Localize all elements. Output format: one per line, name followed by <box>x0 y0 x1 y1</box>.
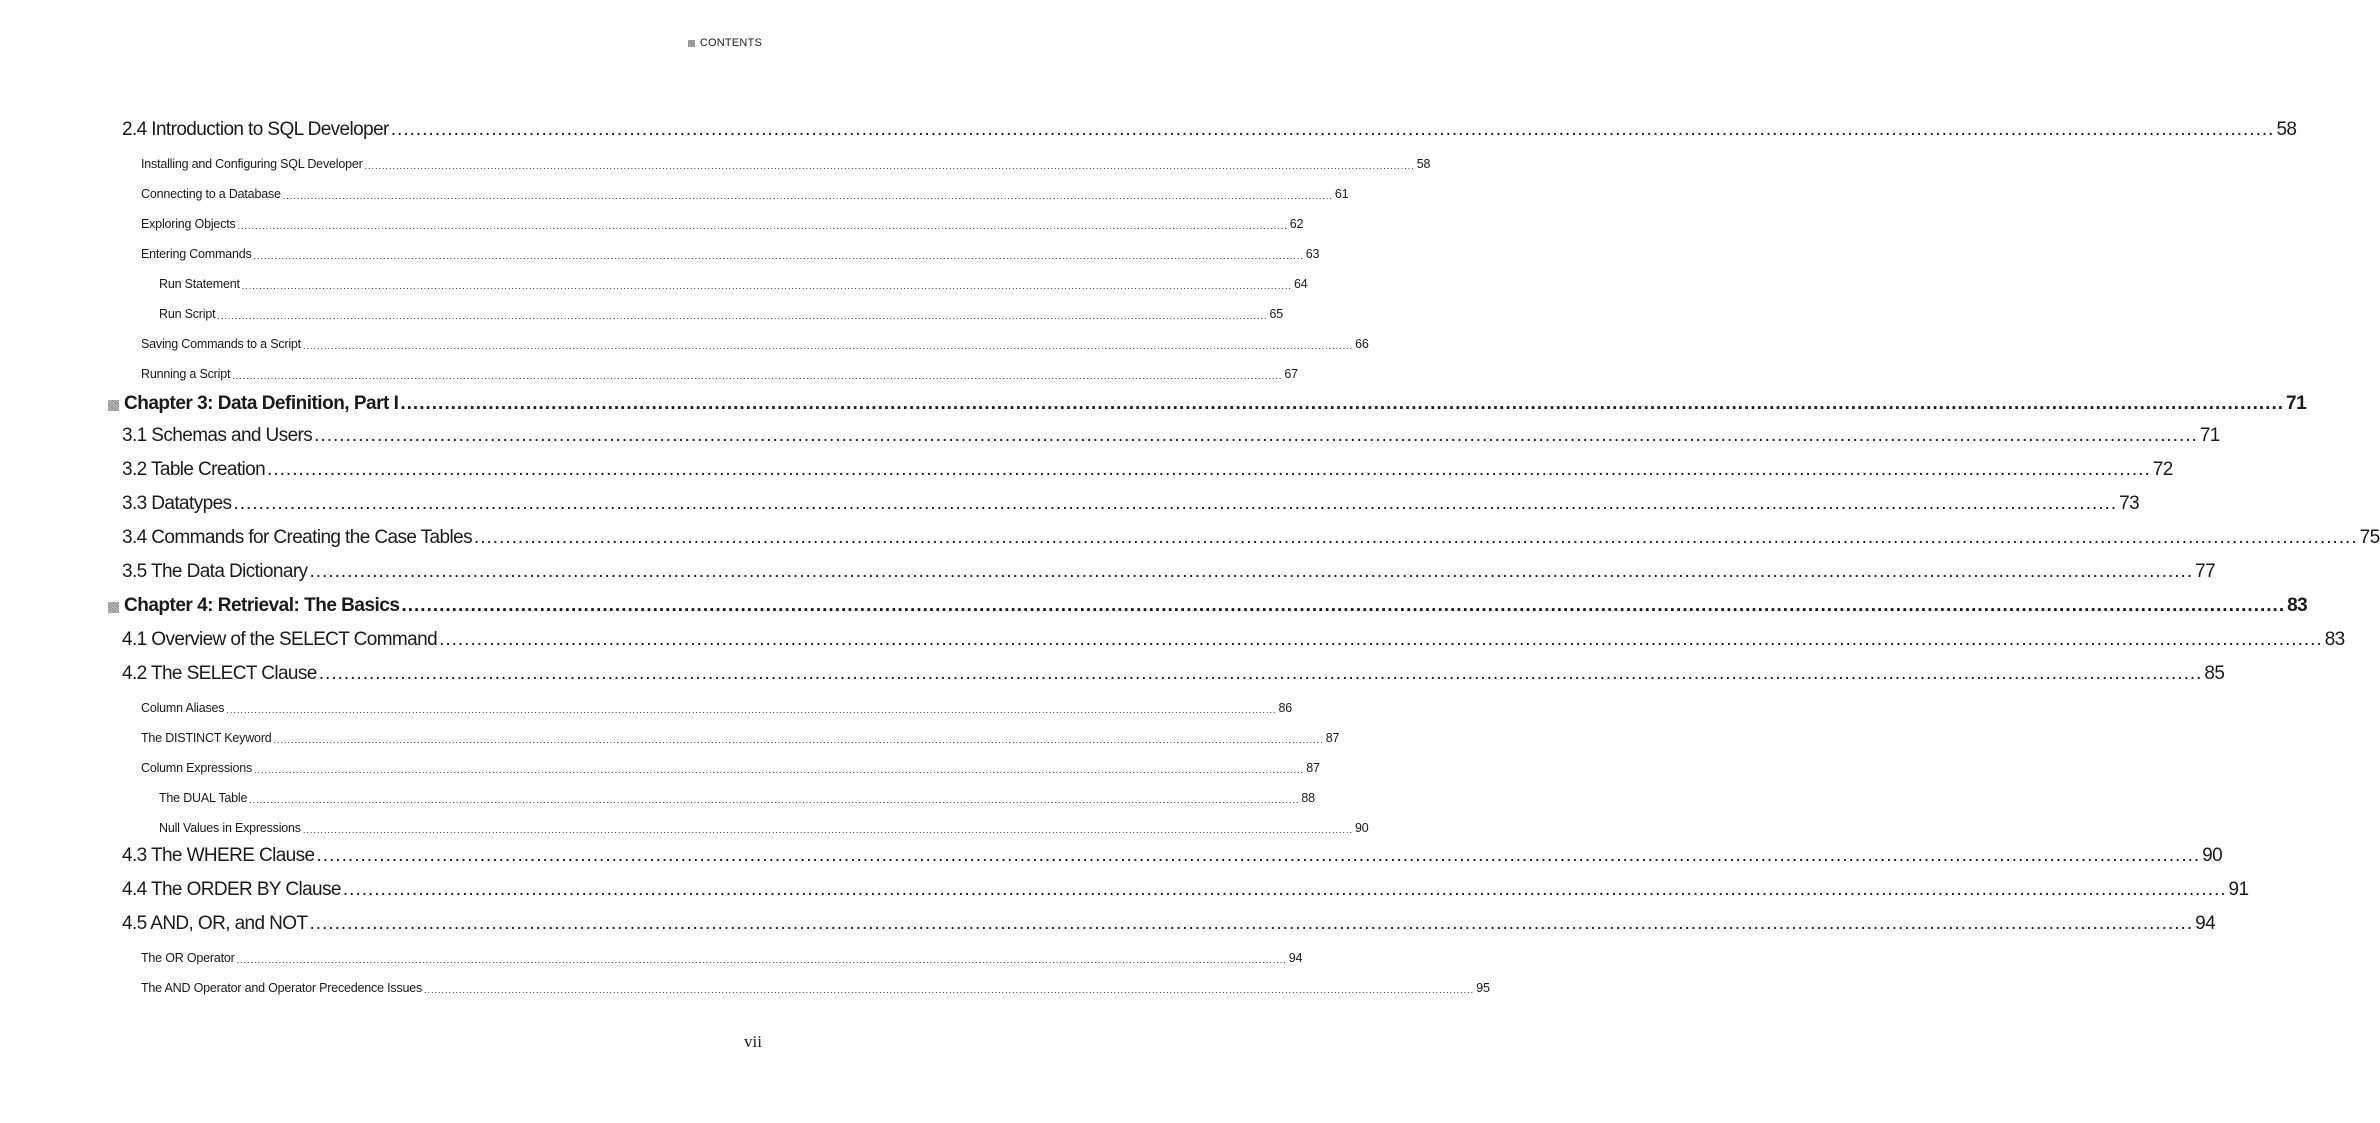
toc-entry-title: 3.4 Commands for Creating the Case Tables <box>122 527 472 548</box>
toc-entry[interactable] <box>122 913 2216 935</box>
toc-leader-dots: ............................................................................................................................................................................................................................................................................................................ <box>254 765 1305 775</box>
chapter-marker-icon <box>108 400 119 411</box>
toc-entry-page: 71 <box>2199 425 2220 446</box>
toc-entry[interactable] <box>122 119 2297 141</box>
toc-entry[interactable] <box>141 187 1349 201</box>
toc-entry-page: 94 <box>1288 951 1303 965</box>
toc-entry-page: 72 <box>2152 459 2173 480</box>
toc-entry-title: The DISTINCT Keyword <box>141 731 272 745</box>
toc-leader-dots: ............................................................................................................................................................................................................................................................................................................ <box>217 311 1268 321</box>
toc-entry-page: 65 <box>1269 307 1284 321</box>
toc-entry-page: 71 <box>2286 393 2307 414</box>
toc-entry-page: 62 <box>1289 217 1304 231</box>
toc-entry-title: Null Values in Expressions <box>159 821 301 835</box>
toc-leader-dots: ............................................................................................................................................................................................................................................................................................................ <box>342 879 2227 900</box>
toc-leader-dots: ............................................................................................................................................................................................................................................................................................................ <box>236 955 1287 965</box>
toc-leader-dots: ............................................................................................................................................................................................................................................................................................................ <box>316 845 2201 866</box>
toc-leader-dots: ............................................................................................................................................................................................................................................................................................................ <box>302 825 1354 835</box>
toc-entry[interactable] <box>141 337 1369 351</box>
toc-entry-title: Connecting to a Database <box>141 187 281 201</box>
toc-entry-page: 86 <box>1278 701 1293 715</box>
toc-entry[interactable] <box>159 791 1315 805</box>
toc-leader-dots: ............................................................................................................................................................................................................................................................................................................ <box>267 459 2151 480</box>
toc-entry[interactable] <box>122 493 2140 515</box>
toc-entry-page: 73 <box>2119 493 2140 514</box>
toc-leader-dots: ............................................................................................................................................................................................................................................................................................................ <box>249 795 1300 805</box>
toc-entry[interactable] <box>122 663 2225 685</box>
toc-entry-title: Chapter 3: Data Definition, Part I <box>124 393 399 414</box>
toc-entry-page: 63 <box>1305 247 1320 261</box>
toc-entry-title: 2.4 Introduction to SQL Developer <box>122 119 389 140</box>
toc-entry-title: 3.1 Schemas and Users <box>122 425 313 446</box>
toc-entry-page: 85 <box>2204 663 2225 684</box>
toc-entry-page: 95 <box>1476 981 1490 995</box>
toc-leader-dots: ............................................................................................................................................................................................................................................................................................................ <box>390 119 2275 140</box>
toc-entry-title: 4.4 The ORDER BY Clause <box>122 879 341 900</box>
toc-entry-page: 91 <box>2228 879 2249 900</box>
toc-entry[interactable] <box>122 459 2173 481</box>
toc-entry-page: 66 <box>1355 337 1369 351</box>
toc-entry[interactable] <box>122 629 2345 651</box>
toc-entry-page: 83 <box>2287 595 2308 616</box>
toc-entry[interactable] <box>159 307 1284 321</box>
toc-entry-title: 4.3 The WHERE Clause <box>122 845 315 866</box>
toc-entry-page: 88 <box>1301 791 1315 805</box>
toc-entry-page: 67 <box>1284 367 1298 381</box>
toc-entry-title: 3.3 Datatypes <box>122 493 232 514</box>
toc-chapter-entry[interactable] <box>108 595 2308 617</box>
toc-leader-dots: ............................................................................................................................................................................................................................................................................................................ <box>309 561 2194 582</box>
toc-entry-title: 3.5 The Data Dictionary <box>122 561 308 582</box>
header-label: CONTENTS <box>699 37 762 49</box>
toc-entry-title: 4.5 AND, OR, and NOT <box>122 913 308 934</box>
toc-entry-page: 90 <box>1355 821 1369 835</box>
toc-entry-page: 58 <box>1416 157 1431 171</box>
toc-entry[interactable] <box>122 425 2220 447</box>
toc-entry-page: 77 <box>2195 561 2216 582</box>
toc-leader-dots: ............................................................................................................................................................................................................................................................................................................ <box>237 221 1288 231</box>
toc-leader-dots: ............................................................................................................................................................................................................................................................................................................ <box>226 705 1277 715</box>
toc-entry[interactable] <box>141 157 1431 171</box>
toc-entry[interactable] <box>141 981 1490 995</box>
toc-entry-title: 4.1 Overview of the SELECT Command <box>122 629 438 650</box>
toc-entry-page: 83 <box>2324 629 2345 650</box>
toc-leader-dots: ............................................................................................................................................................................................................................................................................................................ <box>318 663 2203 684</box>
toc-entry-page: 64 <box>1293 277 1308 291</box>
toc-leader-dots: ............................................................................................................................................................................................................................................................................................................ <box>473 527 2358 548</box>
toc-leader-dots: ............................................................................................................................................................................................................................................................................................................ <box>424 985 1475 995</box>
toc-entry[interactable] <box>159 821 1369 835</box>
toc-entry-title: Entering Commands <box>141 247 252 261</box>
toc-leader-dots: ............................................................................................................................................................................................................................................................................................................ <box>282 191 1333 201</box>
toc-leader-dots: ............................................................................................................................................................................................................................................................................................................ <box>232 371 1283 381</box>
toc-entry-title: Running a Script <box>141 367 231 381</box>
header-square-icon <box>688 40 695 47</box>
toc-leader-dots: ............................................................................................................................................................................................................................................................................................................ <box>273 735 1324 745</box>
toc-leader-dots: ............................................................................................................................................................................................................................................................................................................ <box>309 913 2194 934</box>
toc-entry-page: 87 <box>1325 731 1340 745</box>
toc-entry-title: The DUAL Table <box>159 791 248 805</box>
toc-entry-title: Run Script <box>159 307 216 321</box>
toc-entry-page: 94 <box>2195 913 2216 934</box>
toc-entry[interactable] <box>141 761 1320 775</box>
toc-entry[interactable] <box>122 561 2216 583</box>
toc-chapter-entry[interactable] <box>108 393 2307 415</box>
toc-entry-title: 4.2 The SELECT Clause <box>122 663 317 684</box>
chapter-marker-icon <box>108 602 119 613</box>
toc-entry[interactable] <box>141 247 1320 261</box>
toc-entry[interactable] <box>141 701 1293 715</box>
toc-entry[interactable] <box>141 217 1304 231</box>
page-number: vii <box>744 1032 762 1051</box>
toc-entry[interactable] <box>159 277 1308 291</box>
toc-entry-page: 61 <box>1334 187 1349 201</box>
toc-leader-dots: ............................................................................................................................................................................................................................................................................................................ <box>241 281 1292 291</box>
toc-leader-dots: ............................................................................................................................................................................................................................................................................................................ <box>401 595 2286 616</box>
toc-entry-page: 58 <box>2276 119 2297 140</box>
toc-leader-dots: ............................................................................................................................................................................................................................................................................................................ <box>302 341 1354 351</box>
toc-entry[interactable] <box>122 845 2223 867</box>
toc-entry-title: Saving Commands to a Script <box>141 337 301 351</box>
toc-entry-title: Installing and Configuring SQL Developer <box>141 157 363 171</box>
toc-leader-dots: ............................................................................................................................................................................................................................................................................................................ <box>314 425 2198 446</box>
toc-leader-dots: ............................................................................................................................................................................................................................................................................................................ <box>253 251 1304 261</box>
toc-entry-title: Run Statement <box>159 277 240 291</box>
toc-entry-title: 3.2 Table Creation <box>122 459 266 480</box>
toc-entry-page: 75 <box>2359 527 2380 548</box>
toc-entry[interactable] <box>122 527 2380 549</box>
running-header <box>688 37 762 49</box>
toc-entry-title: The OR Operator <box>141 951 235 965</box>
toc-entry[interactable] <box>141 367 1298 381</box>
toc-leader-dots: ............................................................................................................................................................................................................................................................................................................ <box>400 393 2285 414</box>
toc-entry-title: The AND Operator and Operator Precedence Issues <box>141 981 423 995</box>
toc-entry[interactable] <box>122 879 2249 901</box>
toc-leader-dots: ............................................................................................................................................................................................................................................................................................................ <box>439 629 2323 650</box>
toc-entry[interactable] <box>141 731 1340 745</box>
toc-leader-dots: ............................................................................................................................................................................................................................................................................................................ <box>233 493 2118 514</box>
toc-entry-page: 87 <box>1306 761 1320 775</box>
toc-entry-page: 90 <box>2202 845 2223 866</box>
toc-entry[interactable] <box>141 951 1303 965</box>
toc-entry-title: Column Expressions <box>141 761 253 775</box>
toc-entry-title: Exploring Objects <box>141 217 236 231</box>
toc-entry-title: Chapter 4: Retrieval: The Basics <box>124 595 400 616</box>
toc-leader-dots: ............................................................................................................................................................................................................................................................................................................ <box>364 161 1415 171</box>
toc-entry-title: Column Aliases <box>141 701 225 715</box>
